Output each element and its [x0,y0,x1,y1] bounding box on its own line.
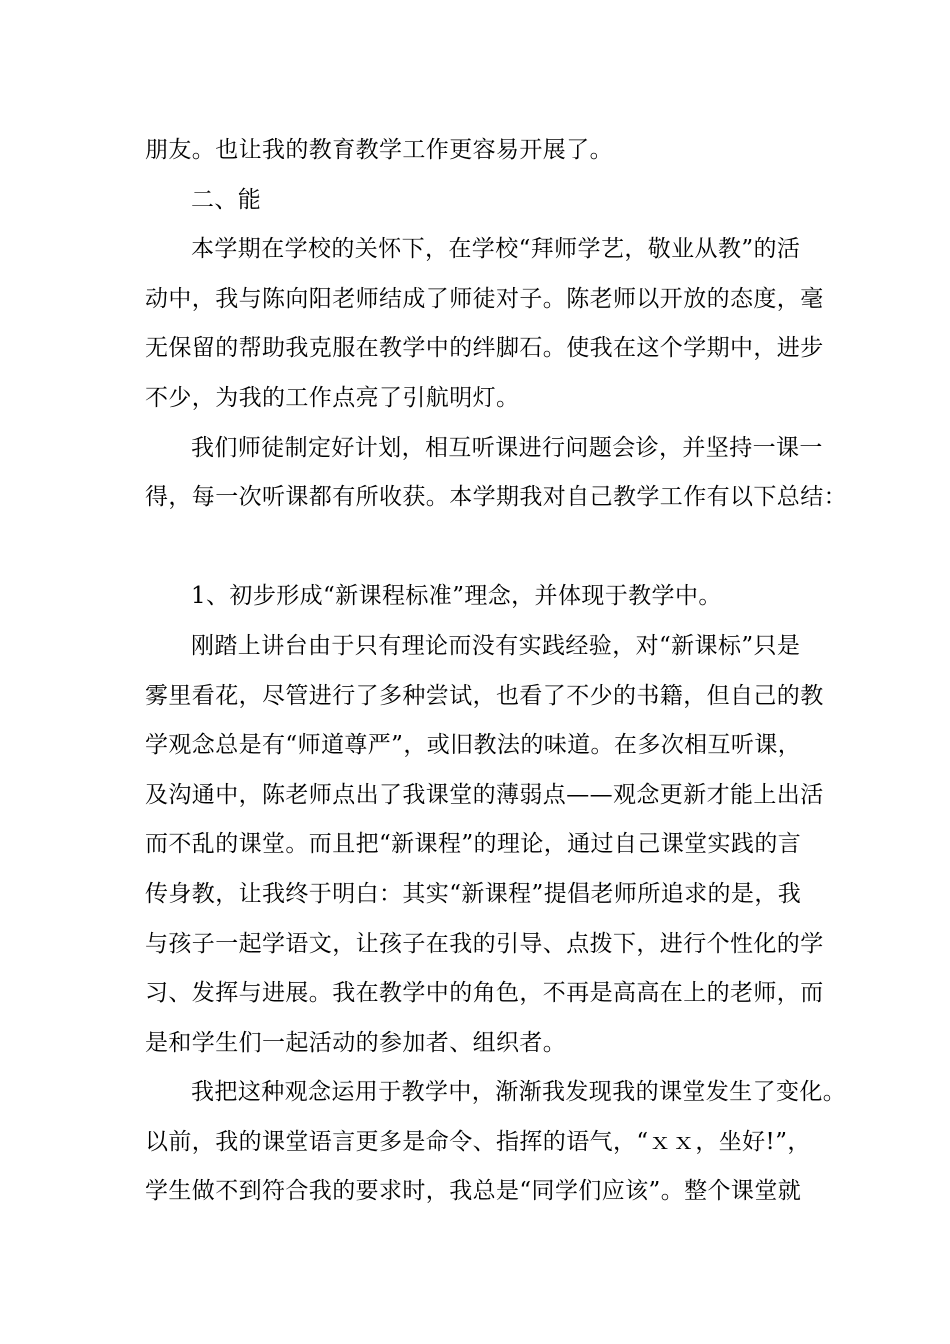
body-text-line: 动中，我与陈向阳老师结成了师徒对子。陈老师以开放的态度，毫 [145,285,824,312]
body-text-line: 传身教，让我终于明白：其实“新课程”提倡老师所追求的是，我 [145,880,802,907]
body-text-line: 是和学生们一起活动的参加者、组织者。 [145,1029,567,1056]
body-text-line: 朋友。也让我的教育教学工作更容易开展了。 [145,137,613,163]
body-text-line: 与孩子一起学语文，让孩子在我的引导、点拨下，进行个性化的学 [145,930,824,957]
body-text-line: 不少，为我的工作点亮了引航明灯。 [145,384,520,411]
body-text-line: 而不乱的课堂。而且把“新课程”的理论，通过自己课堂实践的言 [145,831,802,858]
body-text-line: 我把这种观念运用于教学中，渐渐我发现我的课堂发生了变化。 [191,1079,847,1106]
body-text-line: 本学期在学校的关怀下，在学校“拜师学艺，敬业从教”的活 [191,236,801,263]
body-text-line: 以前，我的课堂语言更多是命令、指挥的语气，“ｘｘ，坐好!”， [145,1128,811,1155]
body-text-line: 及沟通中，陈老师点出了我课堂的薄弱点——观念更新才能上出活 [145,781,824,808]
body-text-line: 刚踏上讲台由于只有理论而没有实践经验，对“新课标”只是 [191,632,801,659]
section-heading: 二、能 [191,186,262,213]
body-text-line: 无保留的帮助我克服在教学中的绊脚石。使我在这个学期中，进步 [145,335,824,362]
document-page [145,126,847,1217]
body-text-line: 我们师徒制定好计划，相互听课进行问题会诊，并坚持一课一 [191,434,823,461]
body-text-line: 习、发挥与进展。我在教学中的角色，不再是高高在上的老师，而 [145,980,824,1007]
body-text-line: 得，每一次听课都有所收获。本学期我对自己教学工作有以下总结： [145,484,847,511]
body-text-line: 学观念总是有“师道尊严”，或旧教法的味道。在多次相互听课， [145,732,802,759]
body-text-line: 雾里看花，尽管进行了多种尝试，也看了不少的书籍，但自己的教 [145,682,824,709]
paragraph-gap [145,523,835,573]
subsection-heading: 1、初步形成“新课程标准”理念，并体现于教学中。 [191,583,722,610]
body-text-line: 学生做不到符合我的要求时，我总是“同学们应该”。整个课堂就 [145,1178,802,1205]
